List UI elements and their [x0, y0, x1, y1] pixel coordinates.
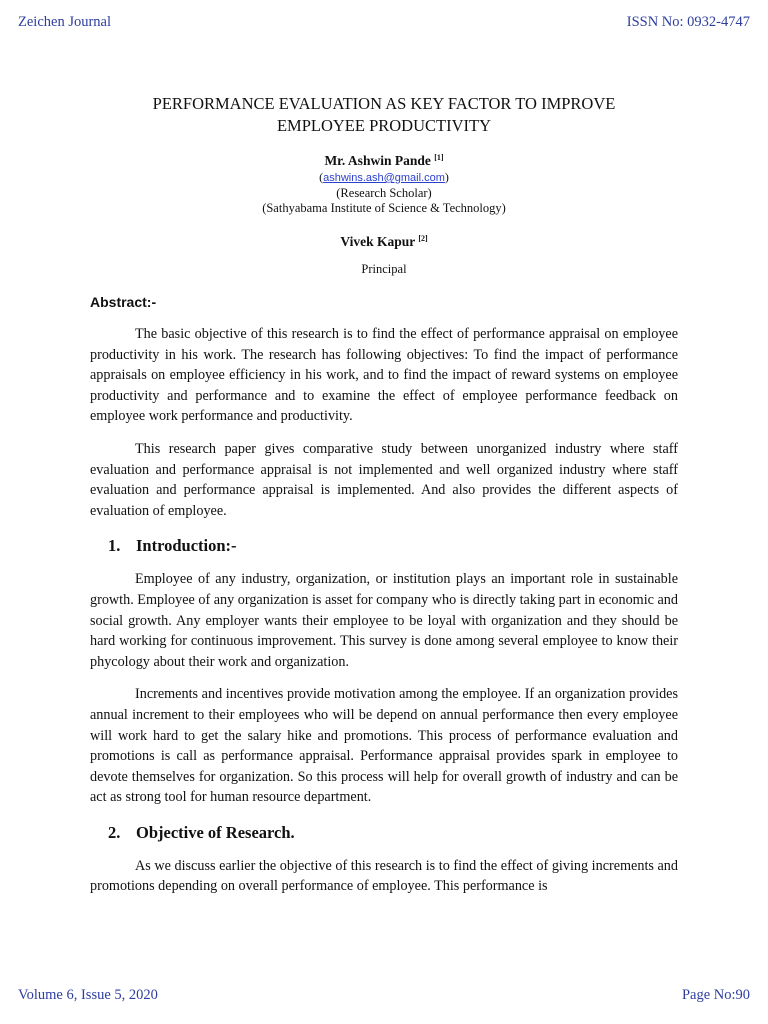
introduction-paragraph-1: Employee of any industry, organization, or institution plays an important role in sustainable growth. Employee of any organization is asset for company who is directly taking part in economic and social growth. Any employer wants their employee to be loyal with organization and they should be hard working for continuous improvement. This survey is done among several employee to know their phycology about their work and organization. — [90, 571, 678, 670]
section-1-number: 1. — [108, 536, 121, 556]
introduction-paragraph-2: Increments and incentives provide motivation among the employee. If an organization provides annual increment to their employees who will be depend on annual performance then every employee will work hard to get the salary hike and promotions. This process of performance evaluation and promotions is call as performance appraisal. Performance appraisal provides spark in employee to devote themselves for organization. So this process will help for overall growth of industry and can be act as strong tool for human resource department. — [90, 686, 678, 806]
title-line-2: EMPLOYEE PRODUCTIVITY — [276, 116, 492, 135]
issn-number: ISSN No: 0932-4747 — [626, 14, 750, 30]
section-2-title: Objective of Research. — [136, 822, 295, 842]
section-heading-introduction — [90, 535, 678, 557]
page-number: Page No:90 — [681, 987, 750, 1003]
email-open-paren: ( — [319, 170, 324, 184]
section-heading-objective — [90, 822, 678, 844]
journal-name: Zeichen Journal — [18, 14, 112, 30]
section-2-number: 2. — [108, 822, 121, 842]
author-1-ref: [1] — [434, 153, 444, 162]
author-1-role: (Research Scholar) — [336, 186, 432, 200]
author-2-name: Vivek Kapur — [340, 234, 415, 249]
abstract-heading: Abstract:- — [90, 294, 157, 310]
author-1-email-link[interactable]: ashwins.ash@gmail.com — [323, 172, 445, 184]
author-1-email-line — [90, 170, 678, 186]
objective-paragraph-1: As we discuss earlier the objective of this research is to find the effect of giving increments and promotions depending on overall performance of employee. This performance is — [90, 857, 678, 895]
author-1-name: Mr. Ashwin Pande — [324, 153, 431, 168]
abstract-paragraph-1: The basic objective of this research is to find the effect of performance appraisal on employee productivity in his work. The research has following objectives: To find the impact of performance appraisals on employee efficiency in his work, and to find the impact of reward systems on employee productivity and performance and to examine the effect of employee performance feedback on employee work performance and productivity. — [90, 326, 678, 425]
author-2 — [90, 230, 678, 251]
author-2-role: Principal — [361, 262, 407, 276]
author-2-ref: [2] — [418, 234, 428, 243]
author-1 — [90, 149, 678, 170]
author-1-institution: (Sathyabama Institute of Science & Technology) — [262, 201, 506, 215]
email-close-paren: ) — [444, 170, 449, 184]
abstract-paragraph-2: This research paper gives comparative study between unorganized industry where staff evaluation and performance appraisal is not implemented and well organized industry where staff evaluation and performance appraisal is implemented. And also provides the different aspects of evaluation of employee. — [90, 440, 678, 519]
title-line-1: PERFORMANCE EVALUATION AS KEY FACTOR TO IMPROVE — [152, 94, 616, 113]
section-1-title: Introduction:- — [136, 536, 237, 556]
paper-content — [90, 93, 678, 897]
volume-issue: Volume 6, Issue 5, 2020 — [18, 987, 158, 1003]
paper-title — [90, 93, 678, 137]
